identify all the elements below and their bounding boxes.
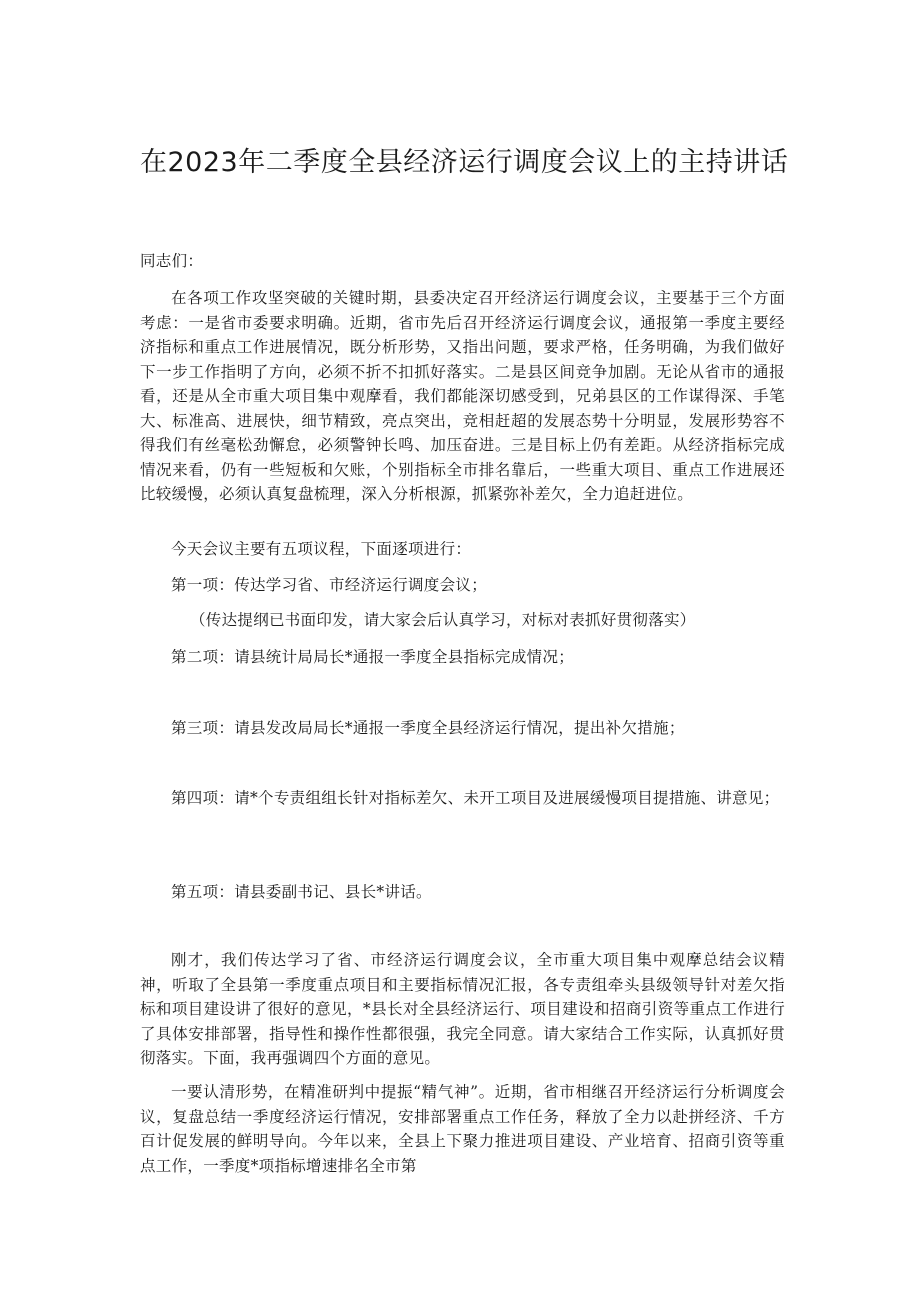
agenda-item-4: 第四项：请*个专责组组长针对指标差欠、未开工项目及进展缓慢项目提措施、讲意见； bbox=[171, 789, 780, 807]
agenda-item-5: 第五项：请县委副书记、县长*讲话。 bbox=[171, 883, 432, 901]
agenda-item-1-note: （传达提纲已书面印发，请大家会后认真学习，对标对表抓好贯彻落实） bbox=[190, 611, 696, 629]
paragraph-agenda: 今天会议主要有五项议程，下面逐项进行： bbox=[171, 540, 472, 558]
agenda-item-2: 第二项：请县统计局局长*通报一季度全县指标完成情况； bbox=[171, 648, 575, 666]
paragraph-point-one: 一要认清形势，在精准研判中提振“精气神”。近期，省市相继召开经济运行分析调度会议，复盘总结一季度经济运行情况，安排部署重点工作任务，释放了全力以赴拼经济、千方百计促发展的鲜明导向。今年以来，全县上下聚力推进项目建设、产业培育、招商引资等重点工作，一季度*项指标增速排名全市第 bbox=[140, 1083, 785, 1175]
document-title: 在2023年二季度全县经济运行调度会议上的主持讲话 bbox=[140, 147, 789, 178]
paragraph-intro: 在各项工作攻坚突破的关键时期，县委决定召开经济运行调度会议，主要基于三个方面考虑：一是省市委要求明确。近期，省市先后召开经济运行调度会议，通报第一季度主要经济指标和重点工作进展情况，既分析形势，又指出问题，要求严格，任务明确，为我们做好下一步工作指明了方向，必须不折不扣抓好落实。二是县区间竞争加剧。无论从省市的通报看，还是从全市重大项目集中观摩看，我们都能深切感受到，兄弟县区的工作谋得深、手笔大、标准高、进展快，细节精致，亮点突出，竞相赶超的发展态势十分明显，发展形势容不得我们有丝毫松劲懈怠，必须警钟长鸣、加压奋进。三是目标上仍有差距。从经济指标完成情况来看，仍有一些短板和欠账，个别指标全市排名靠后，一些重大项目、重点工作进展还比较缓慢，必须认真复盘梳理，深入分析根源，抓紧弥补差欠，全力追赶进位。 bbox=[140, 289, 785, 503]
greeting: 同志们： bbox=[140, 252, 204, 270]
agenda-item-1: 第一项：传达学习省、市经济运行调度会议； bbox=[171, 576, 488, 594]
paragraph-summary: 刚才，我们传达学习了省、市经济运行调度会议，全市重大项目集中观摩总结会议精神，听取了全县第一季度重点项目和主要指标情况汇报，各专责组牵头县级领导针对差欠指标和项目建设讲了很好的意见，*县长对全县经济运行、项目建设和招商引资等重点工作进行了具体安排部署，指导性和操作性都很强，我完全同意。请大家结合工作实际，认真抓好贯彻落实。下面，我再强调四个方面的意见。 bbox=[140, 951, 785, 1067]
agenda-item-3: 第三项：请县发改局局长*通报一季度全县经济运行情况，提出补欠措施； bbox=[171, 719, 685, 737]
